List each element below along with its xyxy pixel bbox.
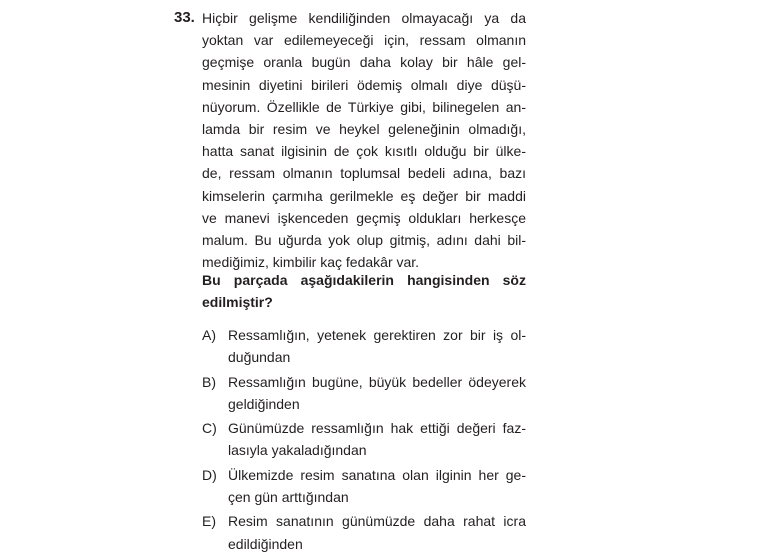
passage-line: Hiçbir gelişme kendiliğinden olmayacağı ya da [202, 10, 526, 26]
option-line: Ressamlığın, yetenek gerektiren zor bir iş ol- [228, 327, 526, 343]
passage-line: ve manevi işkenceden geçmiş oldukları herkesçe [202, 209, 526, 226]
option-a[interactable] [202, 324, 526, 371]
passage-line: lamda bir resim ve heykel geleneğinin olmadığı, [202, 120, 526, 137]
option-letter: E) [202, 513, 216, 530]
passage-line: mediğimiz, kimbilir kaç fedakâr var. [202, 254, 420, 271]
passage-line: kimselerin çarmıha gerilmekle eş değer bir maddi [202, 187, 526, 204]
question-number: 33. [174, 9, 195, 26]
prompt-line: edilmiştir? [202, 294, 273, 311]
option-line: Günümüzde ressamlığın hak ettiği değeri faz- [228, 420, 526, 437]
answer-options [202, 324, 526, 557]
option-text [228, 510, 526, 554]
option-line: geldiğinden [228, 395, 300, 412]
question-prompt [202, 269, 526, 313]
passage-line: hatta sanat ilgisinin de çok kısıtlı olduğu bir ülke- [202, 143, 526, 160]
option-letter: C) [202, 420, 217, 437]
option-letter: B) [202, 373, 216, 390]
passage-line: geçmişe oranla bugün daha kolay bir hâle gel- [202, 54, 526, 71]
option-line: çen gün arttığından [228, 488, 349, 505]
option-text [228, 417, 526, 461]
option-text [228, 464, 526, 508]
option-d[interactable] [202, 464, 526, 511]
passage-line: malum. Bu uğurda yok olup gitmiş, adını dahi bil- [202, 231, 526, 248]
question-passage [202, 7, 526, 273]
option-text [228, 371, 526, 415]
option-line: Resim sanatının günümüzde daha rahat icra [228, 513, 526, 530]
option-line: edildiğinden [228, 535, 303, 552]
option-text [228, 324, 526, 368]
option-line: lasıyla yakaladığından [228, 442, 367, 459]
passage-line: yoktan var edilemeyeceği için, ressam olmanın [202, 32, 526, 49]
option-line: Ressamlığın bugüne, büyük bedeller ödeyerek [228, 373, 526, 390]
passage-line: mesinin diyetini birileri ödemiş olmalı diye düşü- [202, 76, 526, 93]
option-b[interactable] [202, 371, 526, 418]
option-letter: D) [202, 466, 217, 483]
option-letter: A) [202, 327, 216, 343]
option-e[interactable] [202, 510, 526, 557]
option-line: duğundan [228, 349, 291, 366]
passage-line: de, ressam olmanın toplumsal bedeli adına, bazı [202, 165, 526, 182]
option-c[interactable] [202, 417, 526, 464]
prompt-line: Bu parçada aşağıdakilerin hangisinden söz [202, 272, 526, 288]
passage-line: nüyorum. Özellikle de Türkiye gibi, bilinegelen an- [202, 98, 526, 115]
option-line: Ülkemizde resim sanatına olan ilginin her ge- [228, 466, 526, 483]
